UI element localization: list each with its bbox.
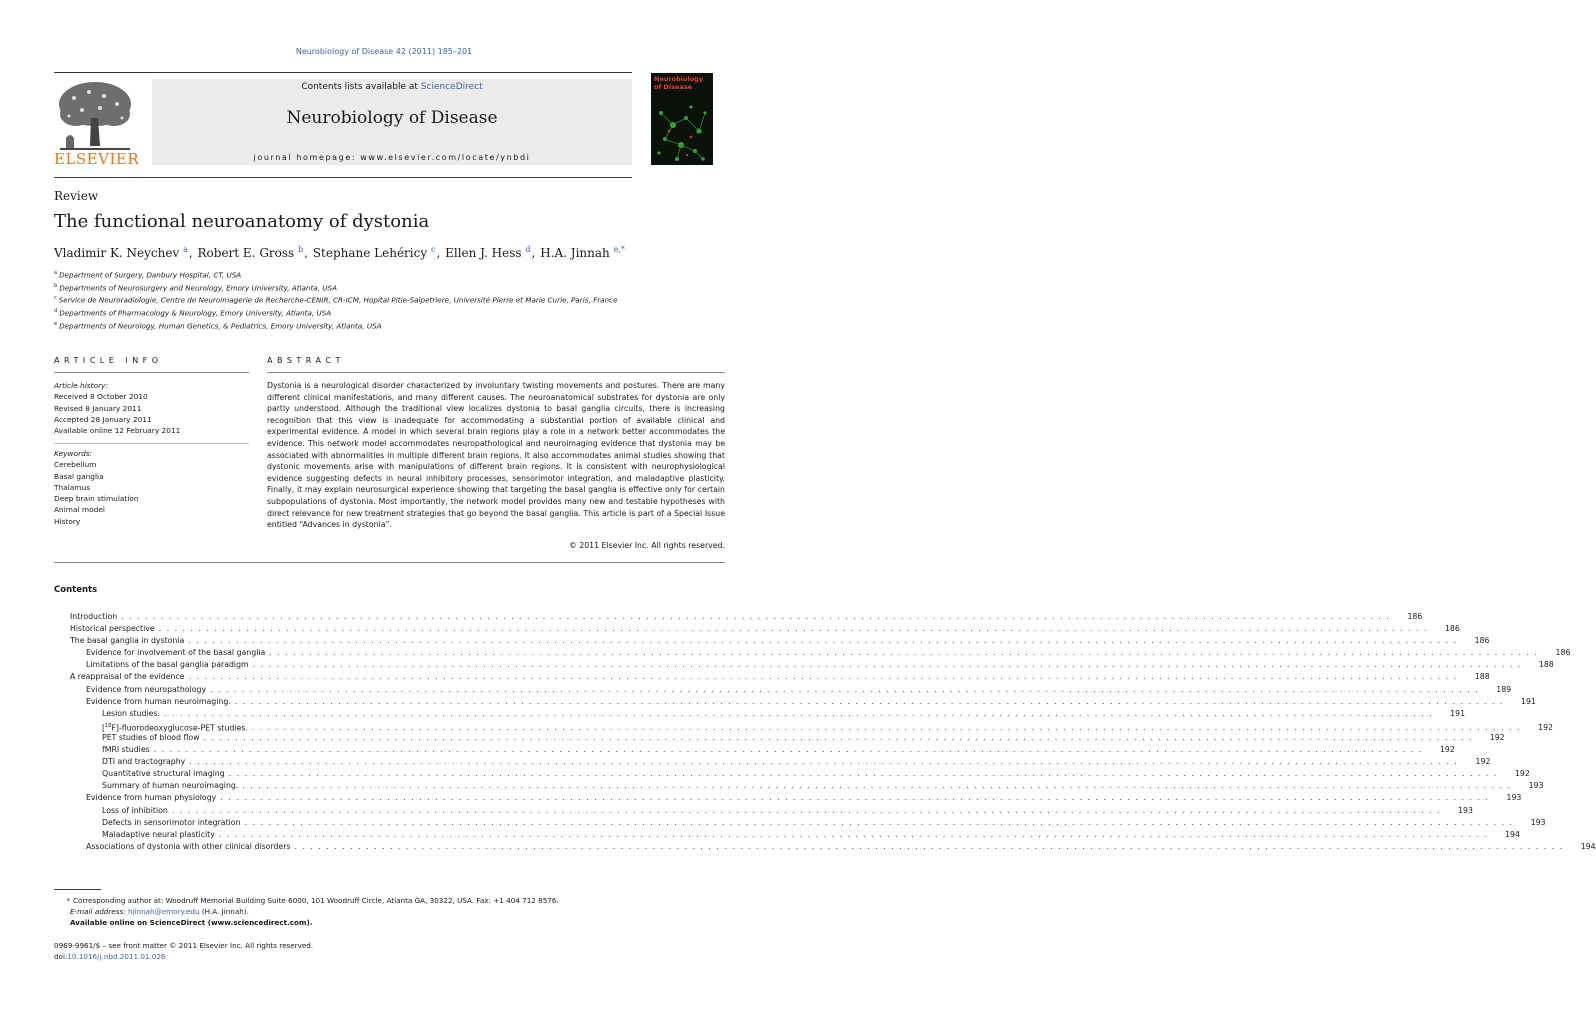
affiliation-marker[interactable]: b <box>298 245 304 254</box>
abstract-text: Dystonia is a neurological disorder characterized by involuntary twisting movements and postures. There are many different clinical manifestations, and many different causes. The neuroanatomical substrates for dystonia are only partly understood. Although the traditional view localizes dystonia to basal ganglia circuits, there is increasing recognition that this view is inadequate for accommodating a substantial portion of available clinical and experimental evidence. A model in which several brain regions play a role in a network better accommodates the evidence. This network model accommodates neuropathological and neuroimaging evidence that dystonia may be associated with abnormalities in multiple different brain regions. It also accommodates animal studies showing that dystonic movements arise with manipulations of different brain regions. It is consistent with neurophysiological evidence suggesting defects in neural inhibitory processes, sensorimotor integration, and maladaptive plasticity. Finally, it may explain neurosurgical experience showing that targeting the basal ganglia is effective only for certain subpopulations of dystonia. Most importantly, the network model provides many new and testable hypotheses with direct relevance for new treatment strategies that go beyond the basal ganglia. This article is part of a Special Issue entitled “Advances in dystonia”. <box>267 381 725 530</box>
affiliation-item <box>54 268 734 281</box>
toc-entry-label: Quantitative structural imaging <box>102 769 225 779</box>
keyword-item: Thalamus <box>54 482 91 492</box>
author[interactable] <box>540 246 625 260</box>
email-label: E-mail address: <box>70 906 126 916</box>
affiliation-text: Department of Surgery, Danbury Hospital, CT, USA <box>59 270 242 280</box>
toc-leader-dots: . . . . . . . . . . . . . . . . . . . . . . . . . . . . . . . . . . . . . . . . . . . . . . . . . . . . . . . . . . . . . . . . . . . . . . . . . . . . . . . . . . . . . . . . . . . . . . . . . . . . . . . . . . . . . . . . . . . . . . . . . . . . . . . . . . . . . . . . . . . . . . . . . . . . . . . . . . . . . . . . <box>228 769 1498 779</box>
toc-entry[interactable] <box>70 720 1553 733</box>
toc-entry[interactable] <box>70 756 1491 768</box>
toc-entry-page: 193 <box>1530 817 1546 827</box>
header-bottom-rule <box>54 177 632 178</box>
toc-leader-dots: . . . . . . . . . . . . . . . . . . . . . . . . . . . . . . . . . . . . . . . . . . . . . . . . . . . . . . . . . . . . . . . . . . . . . . . . . . . . . . . . . . . . . . . . . . . . . . . . . . . . . . . . . . . . . . . . . . . . . . . . . . . . . . . . . . . . . . . . . . . . . . . . . . . . . . . . . . . . . . . . <box>294 841 1564 851</box>
sciencedirect-link[interactable]: ScienceDirect <box>420 82 483 92</box>
toc-entry-page: 192 <box>1489 732 1505 742</box>
affiliation-item <box>54 306 734 319</box>
toc-leader-dots: . . . . . . . . . . . . . . . . . . . . . . . . . . . . . . . . . . . . . . . . . . . . . . . . . . . . . . . . . . . . . . . . . . . . . . . . . . . . . . . . . . . . . . . . . . . . . . . . . . . . . . . . . . . . . . . . . . . . . . . . . . . . . . . . . . . . . . . . . . . . . . . . . . . . . . . . . . . . . . . . <box>188 672 1458 682</box>
toc-leader-dots: . . . . . . . . . . . . . . . . . . . . . . . . . . . . . . . . . . . . . . . . . . . . . . . . . . . . . . . . . . . . . . . . . . . . . . . . . . . . . . . . . . . . . . . . . . . . . . . . . . . . . . . . . . . . . . . . . . . . . . . . . . . . . . . . . . . . . . . . . . . . . . . . . . . . . . . . . . . . . . . . <box>244 817 1514 827</box>
toc-entry[interactable] <box>70 684 1512 696</box>
toc-entry[interactable] <box>70 647 1571 659</box>
keyword-item: Deep brain stimulation <box>54 494 139 504</box>
table-of-contents <box>70 611 1596 853</box>
keyword-item: Cerebellum <box>54 460 97 470</box>
toc-leader-dots: . . . . . . . . . . . . . . . . . . . . . . . . . . . . . . . . . . . . . . . . . . . . . . . . . . . . . . . . . . . . . . . . . . . . . . . . . . . . . . . . . . . . . . . . . . . . . . . . . . . . . . . . . . . . . . . . . . . . . . . . . . . . . . . . . . . . . . . . . . . . . . . . . . . . . . . . . . . . . . . . <box>163 708 1434 718</box>
toc-leader-dots: . . . . . . . . . . . . . . . . . . . . . . . . . . . . . . . . . . . . . . . . . . . . . . . . . . . . . . . . . . . . . . . . . . . . . . . . . . . . . . . . . . . . . . . . . . . . . . . . . . . . . . . . . . . . . . . . . . . . . . . . . . . . . . . . . . . . . . . . . . . . . . . . . . . . . . . . . . . . . . . . <box>189 757 1459 767</box>
toc-entry-page: 193 <box>1528 781 1544 791</box>
email-suffix: (H.A. Jinnah). <box>199 906 249 916</box>
cover-neuron-image <box>651 73 713 165</box>
toc-entry-label: Evidence for involvement of the basal ganglia <box>86 648 266 658</box>
toc-entry-page: 194 <box>1505 829 1520 839</box>
article-type: Review <box>54 189 99 203</box>
toc-entry-label: PET studies of blood flow <box>102 732 200 742</box>
toc-entry-label: Limitations of the basal ganglia paradigm <box>86 660 249 670</box>
doi-link[interactable]: 10.1016/j.nbd.2011.01.026 <box>67 952 166 961</box>
cover-title: Neurobiology of Disease <box>654 75 704 91</box>
affiliation-key: c <box>54 295 57 302</box>
toc-entry-page: 192 <box>1538 723 1553 733</box>
affiliation-marker[interactable]: e,* <box>613 245 625 254</box>
author-name: Robert E. Gross <box>197 246 295 260</box>
toc-entry[interactable] <box>70 611 1423 623</box>
toc-leader-dots: . . . . . . . . . . . . . . . . . . . . . . . . . . . . . . . . . . . . . . . . . . . . . . . . . . . . . . . . . . . . . . . . . . . . . . . . . . . . . . . . . . . . . . . . . . . . . . . . . . . . . . . . . . . . . . . . . . . . . . . . . . . . . . . . . . . . . . . . . . . . . . . . . . . . . . . . . . . . . . . . <box>203 732 1473 742</box>
header-top-rule <box>54 72 632 73</box>
keywords <box>54 448 139 527</box>
toc-leader-dots: . . . . . . . . . . . . . . . . . . . . . . . . . . . . . . . . . . . . . . . . . . . . . . . . . . . . . . . . . . . . . . . . . . . . . . . . . . . . . . . . . . . . . . . . . . . . . . . . . . . . . . . . . . . . . . . . . . . . . . . . . . . . . . . . . . . . . . . . . . . . . . . . . . . . . . . . . . . . . . . . <box>234 696 1504 706</box>
toc-entry-page: 186 <box>1474 636 1490 646</box>
toc-entry-label: Defects in sensorimotor integration <box>102 817 241 827</box>
abstract-bottom-rule <box>54 562 725 563</box>
journal-citation[interactable]: Neurobiology of Disease 42 (2011) 185–201 <box>295 47 473 56</box>
toc-entry-label: Maladaptive neural plasticity <box>102 829 215 839</box>
contents-heading: Contents <box>54 585 98 595</box>
toc-entry-label: Summary of human neuroimaging. <box>102 781 239 791</box>
author[interactable] <box>313 246 436 260</box>
affiliation-marker[interactable]: d <box>525 245 531 254</box>
author-name: H.A. Jinnah <box>540 246 610 260</box>
toc-entry-label: fMRI studies <box>102 745 150 755</box>
toc-entry-page: 189 <box>1496 684 1512 694</box>
contents-available-line <box>152 82 632 92</box>
footnote-rule <box>54 889 101 890</box>
abstract-heading: ABSTRACT <box>267 356 345 365</box>
author[interactable] <box>198 246 304 260</box>
toc-leader-dots: . . . . . . . . . . . . . . . . . . . . . . . . . . . . . . . . . . . . . . . . . . . . . . . . . . . . . . . . . . . . . . . . . . . . . . . . . . . . . . . . . . . . . . . . . . . . . . . . . . . . . . . . . . . . . . . . . . . . . . . . . . . . . . . . . . . . . . . . . . . . . . . . . . . . . . . . . . . . . . . . <box>220 793 1490 803</box>
corresponding-author-note <box>54 896 559 907</box>
toc-leader-dots: . . . . . . . . . . . . . . . . . . . . . . . . . . . . . . . . . . . . . . . . . . . . . . . . . . . . . . . . . . . . . . . . . . . . . . . . . . . . . . . . . . . . . . . . . . . . . . . . . . . . . . . . . . . . . . . . . . . . . . . . . . . . . . . . . . . . . . . . . . . . . . . . . . . . . . . . . . . . . . . . <box>251 723 1521 733</box>
toc-entry-page: 186 <box>1407 612 1423 621</box>
toc-leader-dots: . . . . . . . . . . . . . . . . . . . . . . . . . . . . . . . . . . . . . . . . . . . . . . . . . . . . . . . . . . . . . . . . . . . . . . . . . . . . . . . . . . . . . . . . . . . . . . . . . . . . . . . . . . . . . . . . . . . . . . . . . . . . . . . . . . . . . . . . . . . . . . . . . . . . . . . . . . . . . . . . <box>158 624 1428 634</box>
toc-entry[interactable] <box>70 659 1554 671</box>
author-name: Stephane Lehéricy <box>312 246 428 260</box>
affiliation-marker[interactable]: a <box>183 245 188 254</box>
toc-entry[interactable] <box>70 768 1530 780</box>
toc-entry[interactable] <box>70 708 1466 720</box>
author-name: Vladimir K. Neychev <box>54 246 180 260</box>
author[interactable] <box>445 246 530 260</box>
toc-entry-page: 191 <box>1521 696 1536 706</box>
toc-entry-label: Introduction <box>70 612 118 621</box>
affiliation-item <box>54 293 734 306</box>
toc-entry-label: A reappraisal of the evidence <box>70 672 185 682</box>
toc-entry-page: 192 <box>1514 769 1530 779</box>
toc-entry-page: 191 <box>1450 708 1466 718</box>
toc-entry[interactable] <box>70 829 1520 841</box>
toc-entry[interactable] <box>70 792 1522 804</box>
elsevier-wordmark: ELSEVIER <box>54 150 140 168</box>
affiliation-text: Departments of Pharmacology & Neurology, Emory University, Atlanta, USA <box>59 308 332 318</box>
affiliations <box>54 268 734 331</box>
toc-entry[interactable] <box>70 623 1460 635</box>
journal-homepage[interactable]: journal homepage: www.elsevier.com/locate/ynbdi <box>253 153 531 162</box>
journal-cover-thumbnail[interactable] <box>651 73 713 165</box>
toc-entry-page: 188 <box>1474 672 1490 682</box>
toc-entry-page: 192 <box>1439 745 1455 755</box>
toc-entry-page: 192 <box>1475 757 1491 767</box>
history-item: Accepted 28 January 2011 <box>54 414 152 424</box>
toc-entry-page: 186 <box>1555 648 1571 658</box>
toc-entry[interactable] <box>70 635 1490 647</box>
article-info-rule <box>54 372 249 373</box>
toc-entry-label: [$^{18}$F]-fluorodeoxyglucose-PET studies. <box>102 722 248 733</box>
email-link[interactable]: hjinnah@emory.edu <box>127 906 200 916</box>
affiliation-text: Departments of Neurology, Human Genetics, & Pediatrics, Emory University, Atlanta, USA <box>59 321 382 331</box>
doi-line <box>54 951 313 962</box>
history-item: Received 8 October 2010 <box>54 392 148 402</box>
affiliation-item <box>54 281 734 294</box>
toc-entry[interactable] <box>70 732 1505 744</box>
article-history <box>54 380 180 436</box>
toc-leader-dots: . . . . . . . . . . . . . . . . . . . . . . . . . . . . . . . . . . . . . . . . . . . . . . . . . . . . . . . . . . . . . . . . . . . . . . . . . . . . . . . . . . . . . . . . . . . . . . . . . . . . . . . . . . . . . . . . . . . . . . . . . . . . . . . . . . . . . . . . . . . . . . . . . . . . . . . . . . . . . . . . <box>218 829 1488 839</box>
abstract-copyright: © 2011 Elsevier Inc. All rights reserved. <box>568 541 725 550</box>
toc-entry-page: 188 <box>1538 660 1554 670</box>
toc-leader-dots: . . . . . . . . . . . . . . . . . . . . . . . . . . . . . . . . . . . . . . . . . . . . . . . . . . . . . . . . . . . . . . . . . . . . . . . . . . . . . . . . . . . . . . . . . . . . . . . . . . . . . . . . . . . . . . . . . . . . . . . . . . . . . . . . . . . . . . . . . . . . . . . . . . . . . . . . . . . . . . . . <box>210 684 1480 694</box>
footnote-star: * <box>66 896 70 905</box>
toc-entry-page: 193 <box>1506 793 1522 803</box>
affiliation-key: a <box>54 270 58 276</box>
history-item: Available online 12 February 2011 <box>54 426 181 436</box>
doi-prefix: doi: <box>54 952 68 961</box>
affiliation-marker[interactable]: c <box>430 245 436 254</box>
affiliation-key: d <box>54 308 58 315</box>
author[interactable] <box>54 246 188 260</box>
toc-entry[interactable] <box>70 817 1546 829</box>
toc-entry-label: Evidence from human neuroimaging. <box>86 696 231 706</box>
toc-leader-dots: . . . . . . . . . . . . . . . . . . . . . . . . . . . . . . . . . . . . . . . . . . . . . . . . . . . . . . . . . . . . . . . . . . . . . . . . . . . . . . . . . . . . . . . . . . . . . . . . . . . . . . . . . . . . . . . . . . . . . . . . . . . . . . . . . . . . . . . . . . . . . . . . . . . . . . . . . . . . . . . . <box>242 781 1512 791</box>
affiliation-key: e <box>54 320 58 327</box>
keyword-item: Animal model <box>54 505 105 515</box>
toc-leader-dots: . . . . . . . . . . . . . . . . . . . . . . . . . . . . . . . . . . . . . . . . . . . . . . . . . . . . . . . . . . . . . . . . . . . . . . . . . . . . . . . . . . . . . . . . . . . . . . . . . . . . . . . . . . . . . . . . . . . . . . . . . . . . . . . . . . . . . . . . . . . . . . . . . . . . . . . . . . . . . . . . <box>121 612 1391 621</box>
front-matter <box>54 940 313 962</box>
author-list: Vladimir K. Neychev $^a$, Robert E. Gross $^b$, Stephane Lehéricy $^c$, Ellen J. Hess $^d$, H.A. Jinnah $^{e,*}$ <box>54 245 625 260</box>
toc-entry[interactable] <box>70 841 1596 853</box>
issn-line: 0969-9961/$ – see front matter © 2011 Elsevier Inc. All rights reserved. <box>54 941 314 950</box>
affiliation-item <box>54 319 734 332</box>
toc-leader-dots: . . . . . . . . . . . . . . . . . . . . . . . . . . . . . . . . . . . . . . . . . . . . . . . . . . . . . . . . . . . . . . . . . . . . . . . . . . . . . . . . . . . . . . . . . . . . . . . . . . . . . . . . . . . . . . . . . . . . . . . . . . . . . . . . . . . . . . . . . . . . . . . . . . . . . . . . . . . . . . . . <box>188 636 1458 646</box>
toc-entry[interactable] <box>70 671 1490 683</box>
article-title: The functional neuroanatomy of dystonia <box>54 211 430 232</box>
toc-entry-label: Historical perspective <box>70 624 155 634</box>
toc-entry-label: Evidence from human physiology <box>86 793 217 803</box>
toc-entry[interactable] <box>70 696 1536 708</box>
corresponding-address: Corresponding author at: Woodruff Memorial Building Suite 6000, 101 Woodruff Circle, Atlanta GA, 30322, USA. Fax: +1 404 712 8576. <box>73 896 559 905</box>
history-divider <box>54 443 249 444</box>
history-item: Revised 8 January 2011 <box>54 403 142 413</box>
toc-entry-label: DTI and tractography <box>102 757 186 767</box>
history-label: Article history: <box>54 381 108 390</box>
keywords-label: Keywords: <box>54 449 93 458</box>
keyword-item: History <box>54 516 81 526</box>
toc-entry-label: Loss of inhibition <box>102 805 168 815</box>
toc-leader-dots: . . . . . . . . . . . . . . . . . . . . . . . . . . . . . . . . . . . . . . . . . . . . . . . . . . . . . . . . . . . . . . . . . . . . . . . . . . . . . . . . . . . . . . . . . . . . . . . . . . . . . . . . . . . . . . . . . . . . . . . . . . . . . . . . . . . . . . . . . . . . . . . . . . . . . . . . . . . . . . . . <box>252 660 1522 670</box>
footnote <box>54 896 559 928</box>
toc-entry[interactable] <box>70 780 1544 792</box>
toc-entry-label: Evidence from neuropathology <box>86 684 207 694</box>
keyword-item: Basal ganglia <box>54 471 104 481</box>
affiliation-key: b <box>54 282 58 289</box>
toc-leader-dots: . . . . . . . . . . . . . . . . . . . . . . . . . . . . . . . . . . . . . . . . . . . . . . . . . . . . . . . . . . . . . . . . . . . . . . . . . . . . . . . . . . . . . . . . . . . . . . . . . . . . . . . . . . . . . . . . . . . . . . . . . . . . . . . . . . . . . . . . . . . . . . . . . . . . . . . . . . . . . . . . <box>171 805 1441 815</box>
affiliation-text: Service de Neuroradiologie, Centre de Neuroimagerie de Recherche-CENIR, CR-ICM, Hopital Pitie-Salpetriere, Université Pierre et Marie Curie, Paris, France <box>58 295 618 305</box>
journal-title: Neurobiology of Disease <box>286 108 498 128</box>
toc-entry-label: Lesion studies. <box>102 708 160 718</box>
available-online-note: Available online on ScienceDirect (www.sciencedirect.com). <box>70 917 313 927</box>
contents-prefix: Contents lists available at <box>301 82 421 92</box>
toc-entry[interactable] <box>70 744 1455 756</box>
toc-entry-page: 193 <box>1458 805 1473 815</box>
affiliation-text: Departments of Neurosurgery and Neurology, Emory University, Atlanta, USA <box>59 283 338 293</box>
toc-entry-label: Associations of dystonia with other clinical disorders <box>86 841 291 851</box>
toc-leader-dots: . . . . . . . . . . . . . . . . . . . . . . . . . . . . . . . . . . . . . . . . . . . . . . . . . . . . . . . . . . . . . . . . . . . . . . . . . . . . . . . . . . . . . . . . . . . . . . . . . . . . . . . . . . . . . . . . . . . . . . . . . . . . . . . . . . . . . . . . . . . . . . . . . . . . . . . . . . . . . . . . <box>153 745 1423 755</box>
toc-entry[interactable] <box>70 805 1473 817</box>
email-line <box>54 907 559 918</box>
toc-entry-label: The basal ganglia in dystonia <box>70 636 185 646</box>
article-info-heading: ARTICLE INFO <box>54 356 163 365</box>
abstract-rule <box>267 372 725 373</box>
author-name: Ellen J. Hess <box>445 246 522 260</box>
toc-entry-page: 186 <box>1444 624 1460 634</box>
toc-entry-page: 194 <box>1580 841 1596 851</box>
toc-leader-dots: . . . . . . . . . . . . . . . . . . . . . . . . . . . . . . . . . . . . . . . . . . . . . . . . . . . . . . . . . . . . . . . . . . . . . . . . . . . . . . . . . . . . . . . . . . . . . . . . . . . . . . . . . . . . . . . . . . . . . . . . . . . . . . . . . . . . . . . . . . . . . . . . . . . . . . . . . . . . . . . . <box>269 648 1539 658</box>
